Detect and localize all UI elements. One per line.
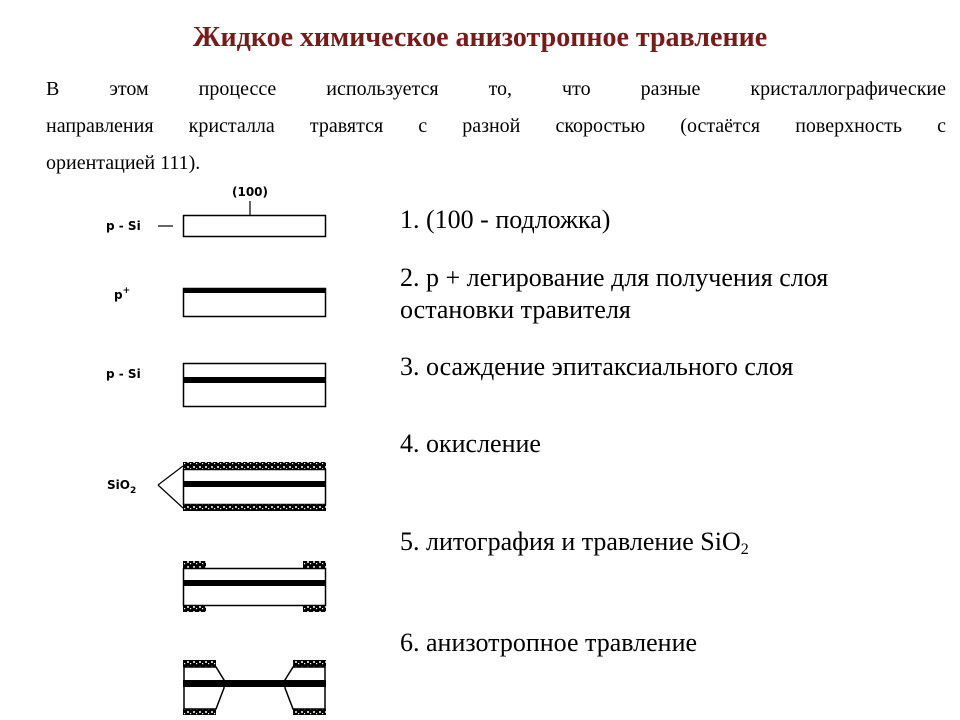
intro-line-2: направления кристалла травятся с разной скоростью (остаётся поверхность с [46,115,946,137]
diagram-step-6 [183,660,326,715]
intro-line-1: В этом процессе используется то, что разные кристаллографические [46,78,946,100]
diagram-step-3 [106,364,326,407]
diagram-step-5 [183,561,326,612]
oxide-bottom-layer [183,504,326,511]
p-si-label-2: p - Si [106,367,141,381]
oxide-mask-top-left-6 [183,660,216,667]
step-2-line-2: остановки травителя [400,295,631,324]
oxide-mask-bottom-right [303,605,326,612]
sio2-leader-top [158,466,183,485]
diagram-step-2 [114,286,326,317]
p-plus-layer-5 [183,580,326,586]
substrate-block-1 [184,216,326,237]
step-5-text: 5. литография и травление SiO [400,527,741,556]
diagram-step-1 [106,185,326,237]
sio2-label: SiO$_2$ [107,478,137,496]
oxide-mask-bottom-right-6 [293,709,326,715]
p-plus-label: p+ [114,286,131,302]
p-plus-layer-3 [183,377,326,383]
oxide-mask-top-right-6 [293,660,326,667]
step-4: 4. окисление [400,429,541,458]
orientation-label: (100) [232,185,269,199]
step-6: 6. анизотропное травление [400,628,698,657]
substrate-block-5 [184,569,326,606]
step-2-line-1: 2. p + легирование для получения слоя [400,263,829,292]
substrate-block-3 [184,364,326,407]
step-3: 3. осаждение эпитаксиального слоя [400,352,794,381]
oxide-mask-bottom-left-6 [183,709,216,715]
sio2-leader-bottom [158,485,183,508]
p-plus-layer-2 [183,288,326,293]
intro-line-3: ориентацией 111). [46,152,201,174]
oxide-mask-bottom-left [183,605,206,612]
p-si-label-1: p - Si [106,219,141,233]
right-silicon-wall [285,667,325,709]
step-5-subscript: 2 [740,541,749,558]
step-1: 1. (100 - подложка) [400,205,611,234]
membrane-layer [183,680,326,687]
diagram-step-4 [107,462,326,511]
oxide-top-layer [183,462,326,469]
p-plus-layer-4 [183,481,326,487]
left-silicon-wall [184,667,224,709]
oxide-mask-top-left [183,561,206,568]
slide-title: Жидкое химическое анизотропное травление [192,22,768,53]
oxide-mask-top-right [303,561,326,568]
